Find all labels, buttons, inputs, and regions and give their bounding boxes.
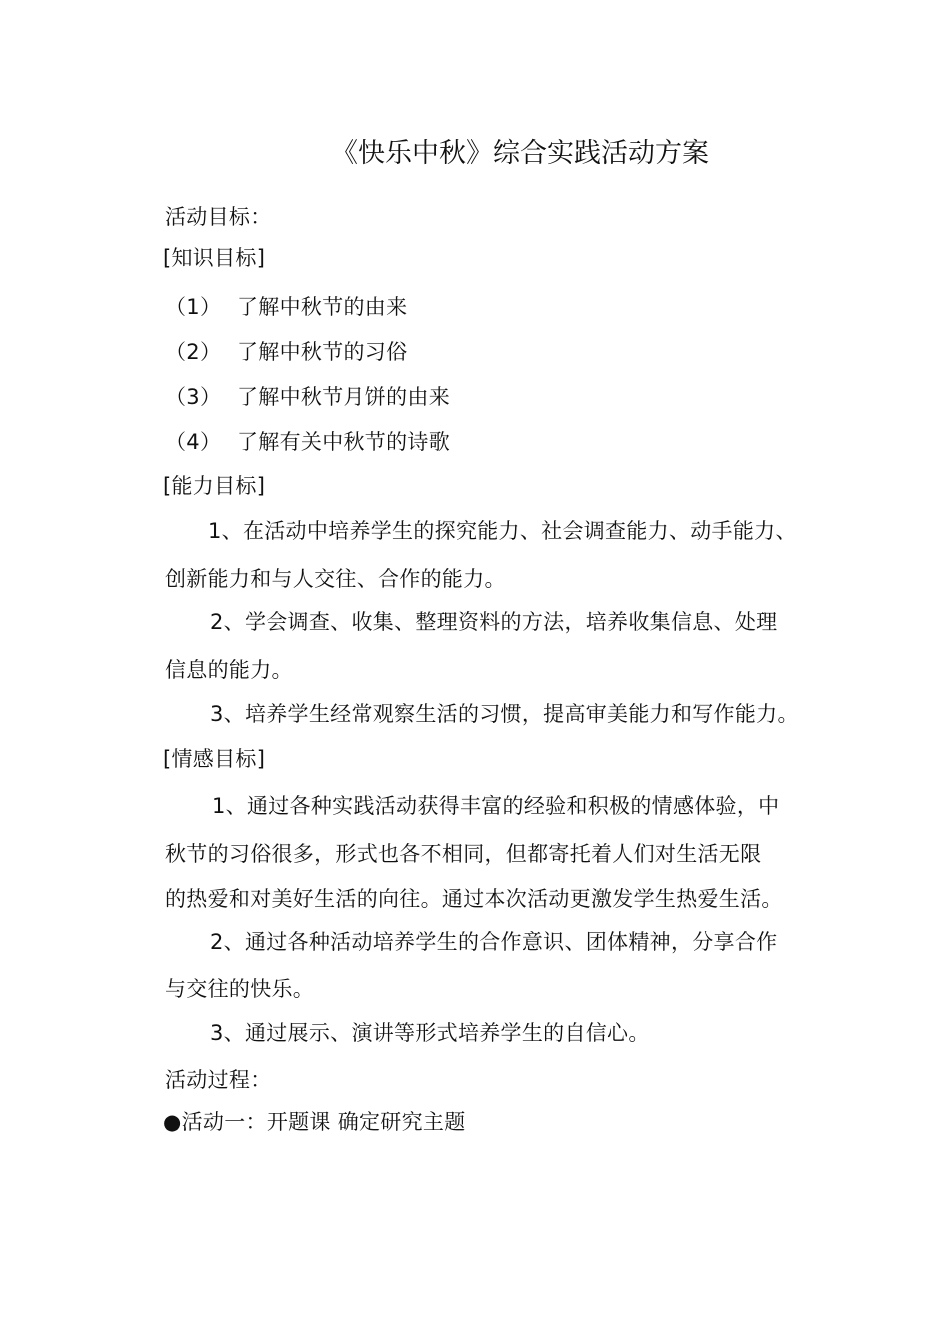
knowledge-item bbox=[165, 293, 407, 321]
goals-heading: 活动目标： bbox=[165, 205, 272, 229]
item-text: 了解中秋节的习俗 bbox=[237, 340, 408, 364]
item-number: （2） bbox=[165, 340, 222, 364]
item-text: 了解中秋节的由来 bbox=[237, 295, 408, 319]
emotion-paragraph-2-line-2: 与交往的快乐。 bbox=[165, 977, 315, 1001]
item-text: 了解中秋节月饼的由来 bbox=[237, 385, 450, 409]
knowledge-item bbox=[165, 428, 450, 456]
item-number: （1） bbox=[165, 295, 222, 319]
knowledge-item bbox=[165, 338, 407, 366]
ability-heading: [能力目标] bbox=[163, 474, 266, 498]
activity-1-heading: ●活动一：开题课 确定研究主题 bbox=[163, 1110, 466, 1134]
ability-paragraph-2-line-1: 2、学会调查、收集、整理资料的方法，培养收集信息、处理 bbox=[210, 610, 778, 634]
document-title: 《快乐中秋》综合实践活动方案 bbox=[331, 138, 709, 169]
ability-paragraph-2-line-2: 信息的能力。 bbox=[165, 658, 293, 682]
knowledge-item bbox=[165, 383, 450, 411]
emotion-paragraph-1-line-3: 的热爱和对美好生活的向往。通过本次活动更激发学生热爱生活。 bbox=[165, 887, 783, 911]
emotion-paragraph-1-line-1: 1、通过各种实践活动获得丰富的经验和积极的情感体验，中 bbox=[212, 794, 780, 818]
item-text: 了解有关中秋节的诗歌 bbox=[237, 430, 450, 454]
item-number: （3） bbox=[165, 385, 222, 409]
ability-paragraph-1-line-2: 创新能力和与人交往、合作的能力。 bbox=[165, 567, 506, 591]
knowledge-heading: [知识目标] bbox=[163, 246, 266, 270]
ability-paragraph-3: 3、培养学生经常观察生活的习惯，提高审美能力和写作能力。 bbox=[210, 702, 799, 726]
emotion-heading: [情感目标] bbox=[163, 747, 266, 771]
ability-paragraph-1-line-1: 1、在活动中培养学生的探究能力、社会调查能力、动手能力、 bbox=[208, 519, 797, 543]
item-number: （4） bbox=[165, 430, 222, 454]
emotion-paragraph-2-line-1: 2、通过各种活动培养学生的合作意识、团体精神，分享合作 bbox=[210, 930, 778, 954]
process-heading: 活动过程： bbox=[165, 1068, 272, 1092]
emotion-paragraph-3: 3、通过展示、演讲等形式培养学生的自信心。 bbox=[210, 1021, 650, 1045]
emotion-paragraph-1-line-2: 秋节的习俗很多，形式也各不相同，但都寄托着人们对生活无限 bbox=[165, 842, 762, 866]
